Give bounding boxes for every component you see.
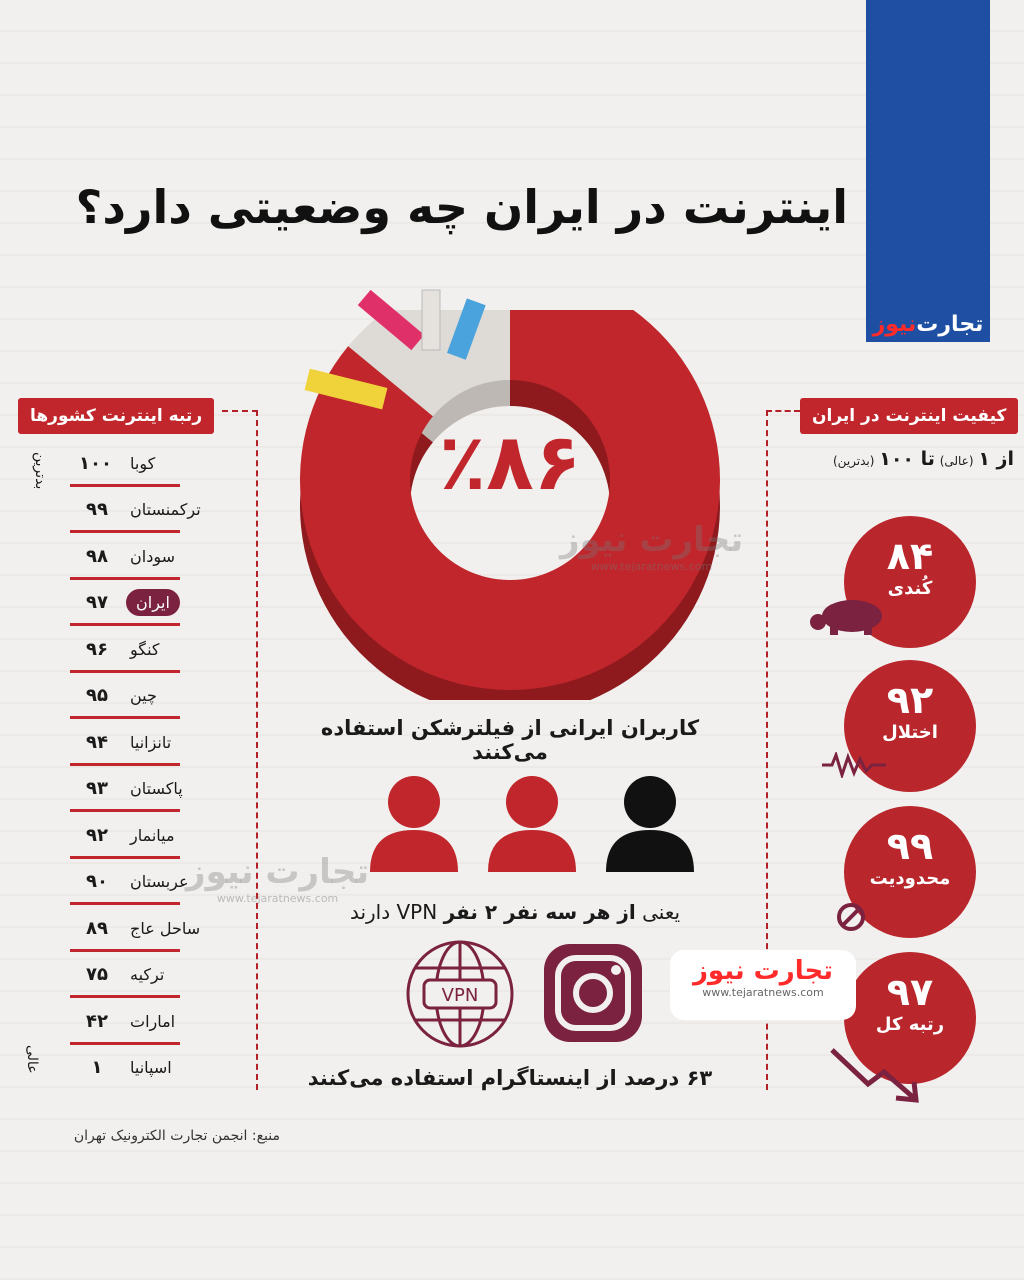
watermark: تجارت نیوز www.tejaratnews.com [186,852,370,905]
brand-logo-chip: تجارت نیوز www.tejaratnews.com [670,950,856,1020]
vpn-ratio-text: یعنی از هر سه نفر ۲ نفر VPN دارند [349,900,681,924]
rank-row [70,626,240,673]
person-icon [484,772,580,872]
divider [766,410,800,412]
network-cables-icon [296,270,516,420]
rank-row [70,440,240,487]
score-value: ۹۲ [886,678,934,722]
score-label: محدودیت [869,868,951,889]
rank-value: ۹۹ [86,499,108,521]
quality-section-label: کیفیت اینترنت در ایران [800,398,1018,434]
instagram-icon [540,940,646,1046]
source-note: منبع: انجمن تجارت الکترونیک تهران [73,1128,280,1144]
person-icon [602,772,698,872]
country-name: کوبا [130,453,156,473]
country-name: ترکیه [130,965,165,985]
rank-value: ۹۳ [86,778,108,800]
rank-row [70,998,240,1045]
best-axis-label: عالی [24,1045,40,1074]
scale-note: از ۱ (عالی) تا ۱۰۰ (بدترین) [833,448,1014,470]
rank-value: ۴۲ [86,1010,108,1032]
score-value: ۹۹ [886,824,934,868]
donut-percent-label: ٪۸۶ [438,418,582,508]
score-value: ۹۷ [886,970,934,1014]
rank-section-label: رتبه اینترنت کشورها [18,398,214,434]
vpn-usage-text: کاربران ایرانی از فیلترشکن استفاده می‌کنند [320,716,700,764]
country-name: عربستان [130,872,189,892]
turtle-icon [806,592,892,636]
country-name: ایران [126,589,180,616]
country-name: میانمار [130,825,175,845]
vpn-globe-icon [404,938,516,1050]
score-value: ۸۴ [886,534,934,578]
rank-value: ۹۸ [86,545,108,567]
brand-bar [866,0,990,342]
rank-value: ۹۷ [86,592,108,614]
country-name: چین [130,686,157,706]
rank-value: ۹۶ [86,638,108,660]
rank-row [70,580,240,627]
country-name: پاکستان [130,779,183,799]
rank-value: ۹۵ [86,685,108,707]
country-name: سودان [130,546,175,566]
worst-axis-label: بدترین [32,452,48,490]
divider [222,410,258,412]
rank-row [70,533,240,580]
rank-row [70,766,240,813]
rank-row [70,719,240,766]
rank-row [70,487,240,534]
score-label: اختلال [882,722,938,743]
rank-value: ۱۰۰ [79,452,112,474]
instagram-usage-text: ۶۳ درصد از اینستاگرام استفاده می‌کنند [307,1066,713,1090]
rank-value: ۷۵ [86,964,108,986]
svg-text:VPN: VPN [441,985,479,1006]
rank-value: ۱ [91,1057,103,1079]
rank-table [70,440,240,1091]
trend-down-icon [828,1044,924,1106]
brand-logo: تجارت نیوز [872,311,984,337]
rank-value: ۸۹ [86,917,108,939]
watermark: تجارت نیوز www.tejaratnews.com [560,520,744,573]
rank-value: ۹۰ [86,871,108,893]
rank-value: ۹۲ [86,824,108,846]
country-name: امارات [130,1011,176,1031]
divider [256,410,258,1090]
page-title: اینترنت در ایران چه وضعیتی دارد؟ [75,180,848,234]
rank-row [70,673,240,720]
country-name: ساحل عاج [130,918,201,938]
person-icon [366,772,462,872]
zigzag-signal-icon [822,752,886,778]
rank-row [70,952,240,999]
score-label: کُندی [887,578,933,599]
rank-row [70,1045,240,1092]
score-label: رتبه کل [875,1014,945,1035]
country-name: اسپانیا [130,1058,172,1078]
blocked-icon [836,902,866,932]
country-name: تانزانیا [130,732,172,752]
rank-value: ۹۴ [86,731,108,753]
rank-row [70,905,240,952]
country-name: ترکمنستان [130,500,201,520]
country-name: کنگو [130,639,160,659]
